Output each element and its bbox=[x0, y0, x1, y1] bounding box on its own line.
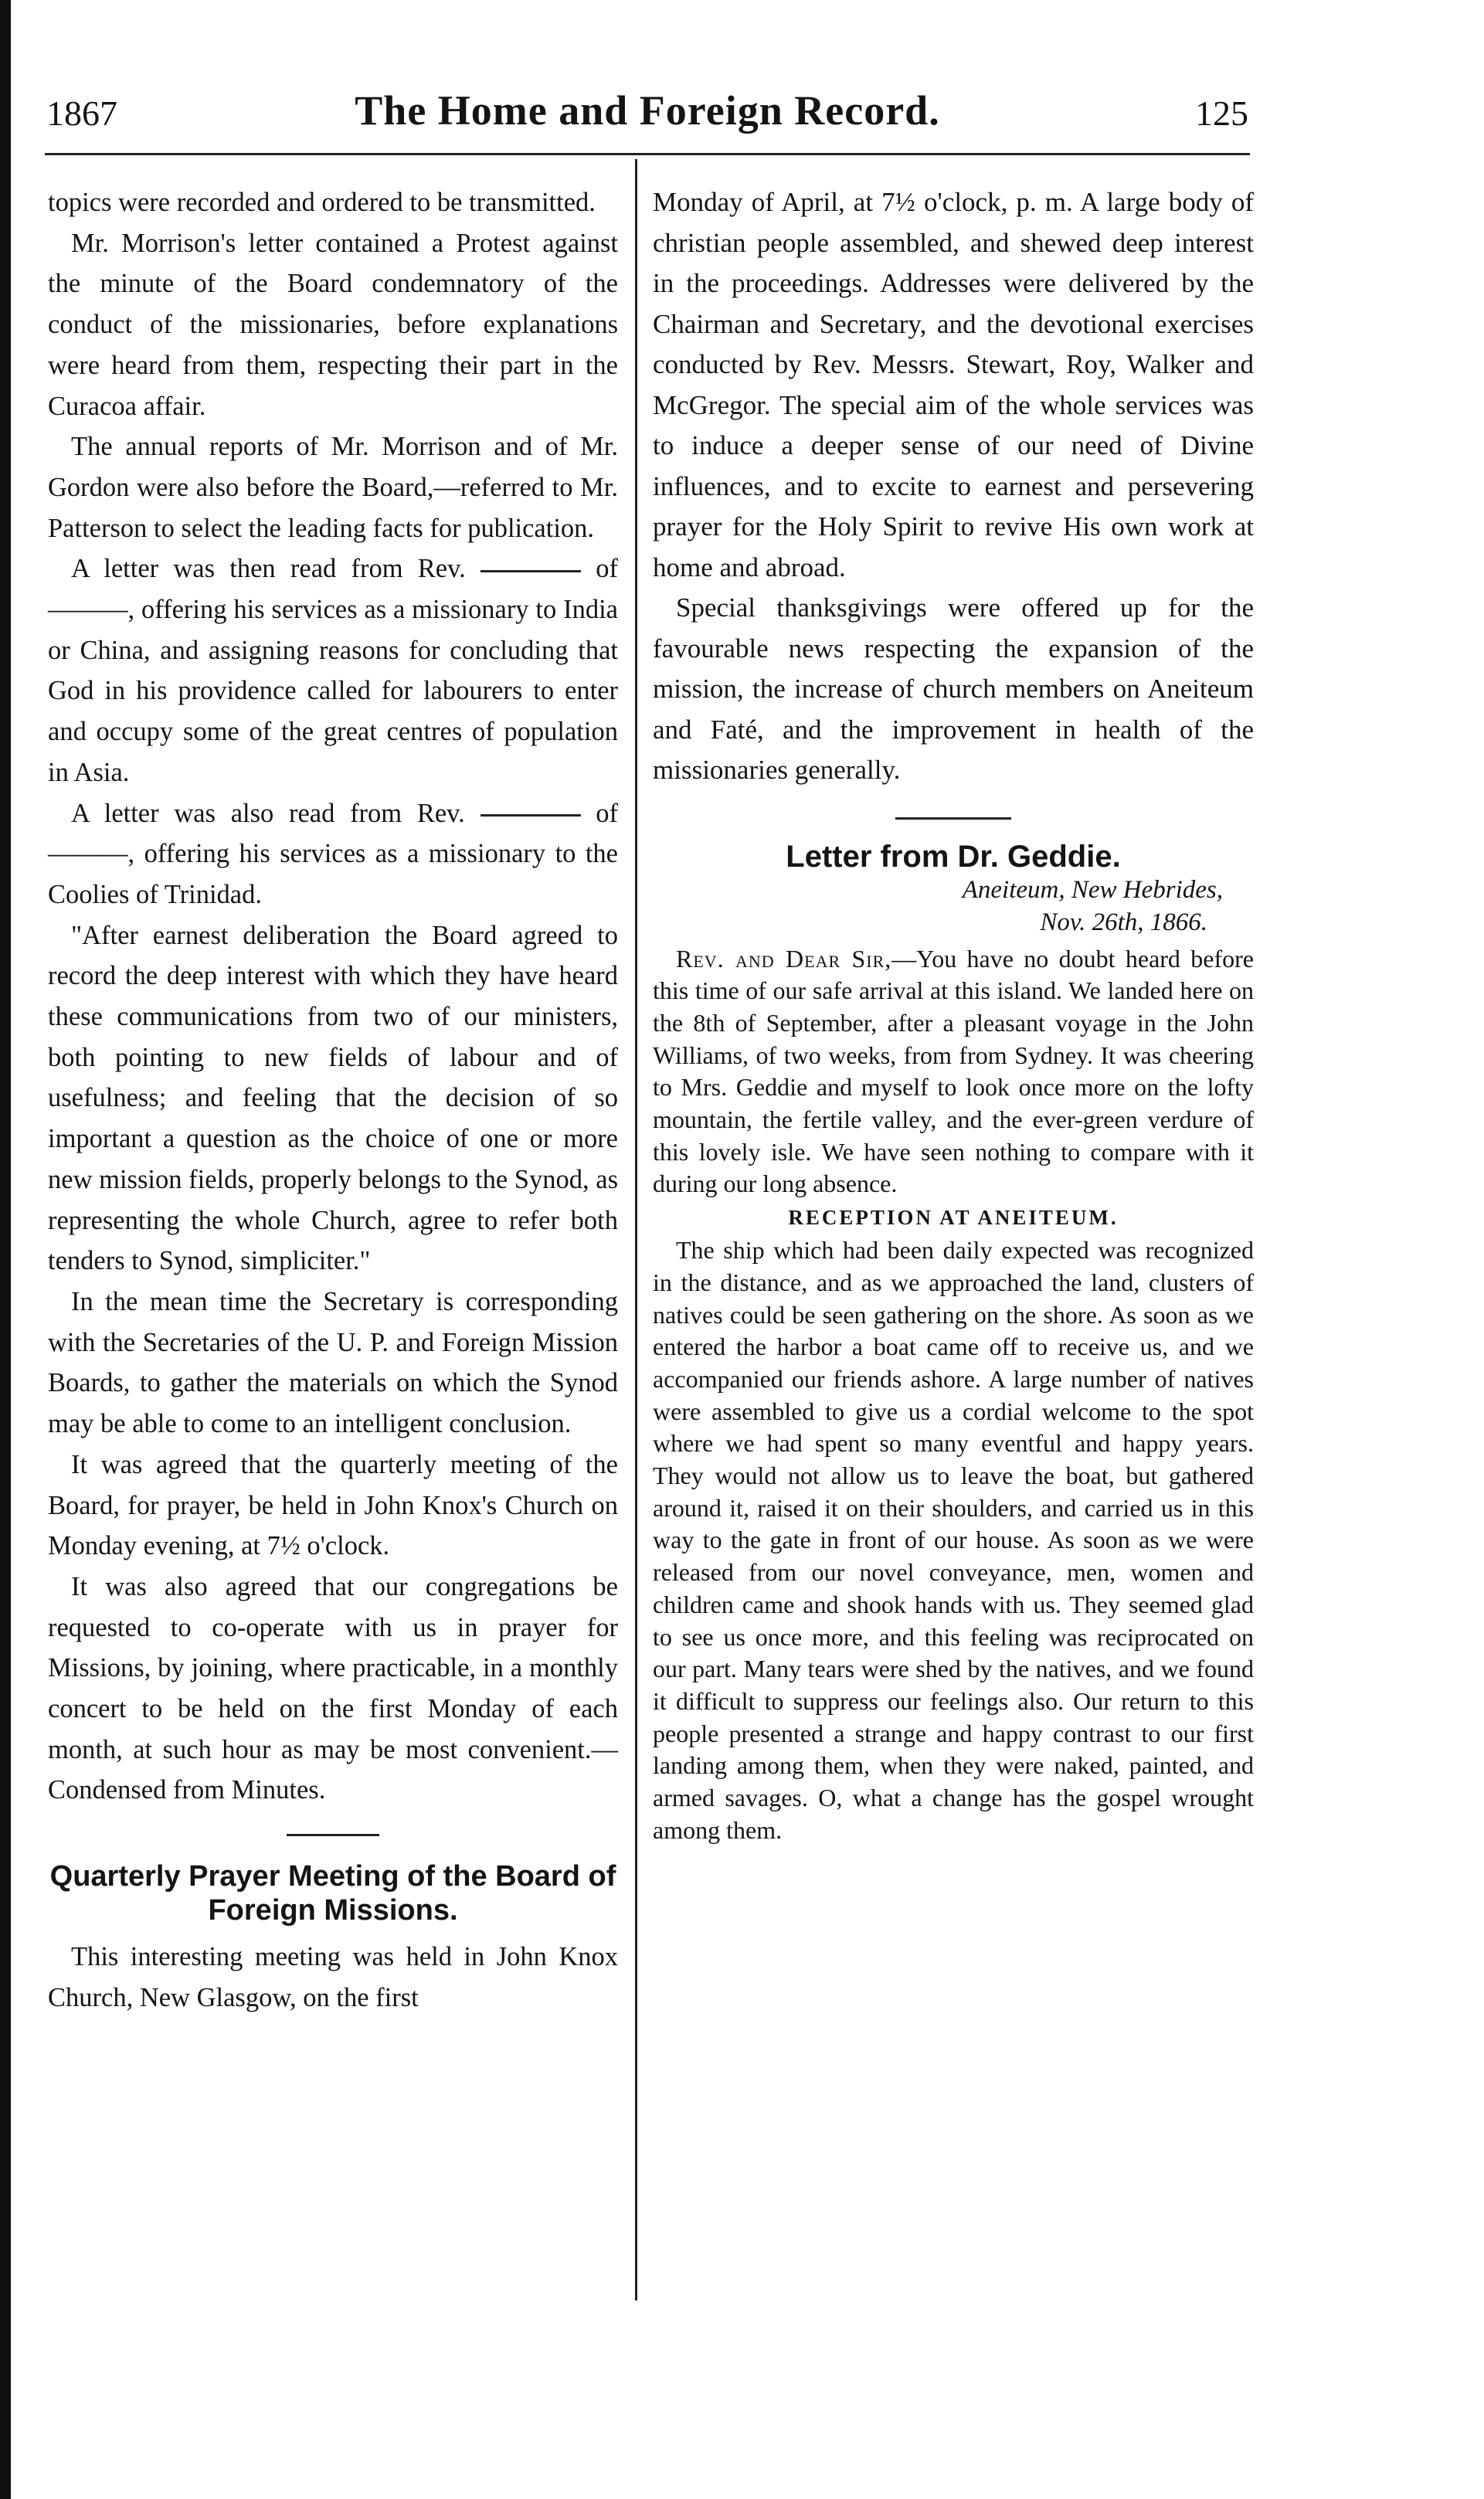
right-column bbox=[653, 182, 1254, 1846]
paragraph-annual-reports: The annual reports of Mr. Morrison and of Mr. Gordon were also before the Board,—referred to Mr. Patterson to select the leading facts for publication. bbox=[48, 432, 618, 543]
left-column bbox=[48, 182, 618, 2019]
section-separator bbox=[287, 1834, 379, 1836]
paragraph-minutes-end: topics were recorded and ordered to be transmitted. bbox=[48, 188, 596, 217]
header-rule bbox=[45, 153, 1250, 155]
paragraph-prayer-meeting: This interesting meeting was held in John Knox Church, New Glasgow, on the first bbox=[48, 1942, 618, 2012]
subheading-reception: RECEPTION AT ANEITEUM. bbox=[788, 1206, 1119, 1230]
header-title: The Home and Foreign Record. bbox=[355, 87, 940, 134]
paragraph-prayer-meeting-continued: Monday of April, at 7½ o'clock, p. m. A large body of christian people assembled, and shewed deep interest in the proceedings. Addresses were delivered by the Chairman and Secretary, and the devotional exercises conducted by Rev. Messrs. Stewart, Roy, Walker and McGregor. The special aim of the whole services was to induce a deeper sense of our need of Divine influences, and to excite to earnest and persevering prayer for the Holy Spirit to revive His own work at home and abroad. bbox=[653, 187, 1254, 582]
letter-one-rest: of ———, offering his services as a missionary to India or China, and assigning reasons for concluding that God in his providence called for labourers to enter and occupy some of the great centres of population in Asia. bbox=[48, 554, 619, 787]
page-header bbox=[46, 87, 1248, 141]
dateline-place: Aneiteum, New Hebrides, bbox=[962, 875, 1223, 904]
letter-one-intro: A letter was then read from Rev. bbox=[71, 554, 466, 584]
paragraph-board-resolution: "After earnest deliberation the Board agreed to record the deep interest with which they have heard these communications from two of our ministers, both pointing to new fields of labour and of usefulness; and feeling that the decision of so important a question as the choice of one or more new mission fields, properly belongs to the Synod, as representing the whole Church, agree to refer both tenders to Synod, simpliciter." bbox=[48, 920, 618, 1276]
dateline-date: Nov. 26th, 1866. bbox=[1040, 908, 1207, 936]
paragraph-quarterly-meeting: It was agreed that the quarterly meeting of the Board, for prayer, be held in John Knox's Church on Monday evening, at 7½ o'clock. bbox=[48, 1449, 618, 1561]
paragraph-thanksgivings: Special thanksgivings were offered up for the favourable news respecting the expansion of the mission, the increase of church members on Aneiteum and Faté, and the improvement in health of the missionaries generally. bbox=[653, 592, 1254, 785]
header-year: 1867 bbox=[46, 93, 117, 133]
letter-paragraph-arrival-text: —You have no doubt heard before this time of our safe arrival at this island. We landed here on the 8th of September, after a pleasant voyage in the John Williams, of two weeks, from from Sydney. It was cheering to Mrs. Geddie and myself to look once more on the lofty mountain, the fertile valley, and the ever-green verdure of this lovely isle. We have seen nothing to compare with it during our long absence. bbox=[653, 944, 1254, 1198]
section-heading-prayer-meeting: Quarterly Prayer Meeting of the Board of Foreign Missions. bbox=[49, 1860, 616, 1927]
name-redaction-line bbox=[481, 814, 581, 817]
column-divider bbox=[635, 159, 637, 2300]
letter-two-intro: A letter was also read from Rev. bbox=[71, 798, 465, 828]
letter-paragraph-reception: The ship which had been daily expected was recognized in the distance, and as we approached the land, clusters of natives could be seen gathering on the shore. As soon as we entered the harbor a boat came off to receive us, and we accompanied our friends ashore. A large number of natives were assembled to give us a cordial welcome to the spot where we had spent so many eventful and happy years. They would not allow us to leave the boat, but gathered around it, raised it on their shoulders, and carried us in this way to the gate in front of our house. As soon as we were released from our novel conveyance, men, women and children came and shook hands with us. They seemed glad to see us once more, and this feeling was reciprocated on our part. Many tears were shed by the natives, and we found it difficult to suppress our feelings also. Our return to this people presented a strange and happy contrast to our first landing among them, when they were naked, painted, and armed savages. O, what a change has the gospel wrought among them. bbox=[653, 1236, 1254, 1844]
letter-two-rest: of ———, offering his services as a missionary to the Coolies of Trinidad. bbox=[48, 798, 618, 909]
scan-edge bbox=[0, 0, 11, 2499]
paragraph-morrison-protest: Mr. Morrison's letter contained a Protest against the minute of the Board condemnatory of the conduct of the missionaries, before explanations were heard from them, respecting their part in the Curacoa affair. bbox=[48, 228, 618, 421]
paragraph-secretary-correspondence: In the mean time the Secretary is corresponding with the Secretaries of the U. P. and Foreign Mission Boards, to gather the materials on which the Synod may be able to come to an intelligent conclusion. bbox=[48, 1286, 618, 1439]
section-separator bbox=[895, 817, 1011, 820]
paragraph-letter-two bbox=[48, 793, 618, 915]
letter-salutation: Rev. and Dear Sir, bbox=[676, 944, 892, 973]
name-redaction-line bbox=[481, 570, 581, 572]
paragraph-monthly-concert: It was also agreed that our congregations be requested to co-operate with us in prayer for Missions, by joining, where practicable, in a monthly concert to be held on the first Monday of each month, at such hour as may be most convenient.—Condensed from Minutes. bbox=[48, 1571, 618, 1805]
paragraph-letter-one bbox=[48, 548, 618, 793]
letter-paragraph-arrival bbox=[653, 943, 1254, 1201]
page-number: 125 bbox=[1195, 93, 1248, 133]
letter-heading: Letter from Dr. Geddie. bbox=[786, 839, 1121, 874]
